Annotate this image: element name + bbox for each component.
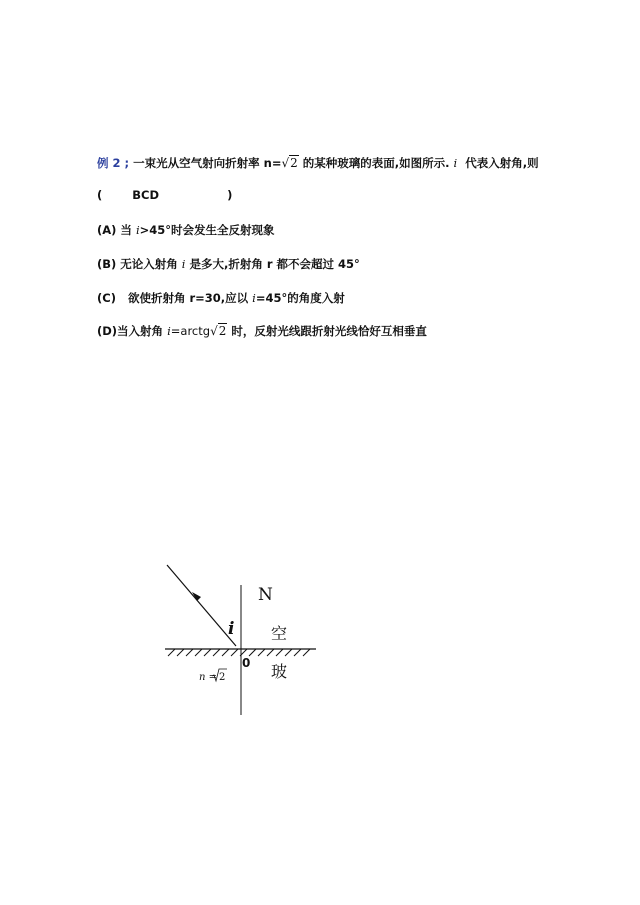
stem-part3: 代表入射角,则 (465, 156, 539, 170)
answer-close-paren: ) (227, 188, 233, 202)
index-label-prefix: n = (199, 672, 217, 683)
option-d-prefix: (D)当入射角 (97, 324, 164, 338)
option-c-text: =45°的角度入射 (255, 291, 345, 305)
option-a-text: >45°时会发生全反射现象 (139, 223, 275, 237)
option-d-symbol: i (167, 324, 171, 338)
option-b-text: 是多大,折射角 r 都不会超过 45° (189, 257, 360, 271)
glass-label: 玻 (271, 662, 288, 681)
answer-open-paren: ( (97, 188, 103, 202)
sqrt-expression: √2 (281, 156, 298, 170)
air-label: 空 (271, 624, 288, 643)
option-d-mid: =arctg (170, 324, 211, 338)
option-b-prefix: (B) 无论入射角 (97, 257, 178, 271)
option-d-text: 时，反射光线跟折射光线恰好互相垂直 (231, 324, 427, 338)
stem-part2: 的某种玻璃的表面,如图所示. (302, 156, 450, 170)
option-b-symbol: i (181, 257, 186, 271)
option-d-sqrt: √2 (210, 324, 227, 338)
index-label-sqrt-value: 2 (219, 672, 226, 683)
option-a-symbol: i (135, 223, 140, 237)
incident-ray (167, 565, 236, 646)
surface-hatching (168, 649, 310, 656)
incidence-symbol: i (453, 156, 458, 170)
option-c-symbol: i (252, 291, 256, 305)
stem-part1: 一束光从空气射向折射率 n= (133, 156, 282, 170)
angle-label: i (228, 619, 235, 639)
option-a-prefix: (A) 当 (97, 223, 132, 237)
answer-value: BCD (132, 188, 160, 202)
option-d-sqrt-radicand: 2 (218, 324, 227, 338)
origin-label: 0 (242, 656, 251, 670)
question-label: 例 2 ; (97, 156, 130, 170)
normal-label: N (258, 585, 273, 605)
sqrt-radicand: 2 (290, 156, 298, 170)
option-c-prefix: (C) 欲使折射角 r=30,应以 (97, 291, 249, 305)
